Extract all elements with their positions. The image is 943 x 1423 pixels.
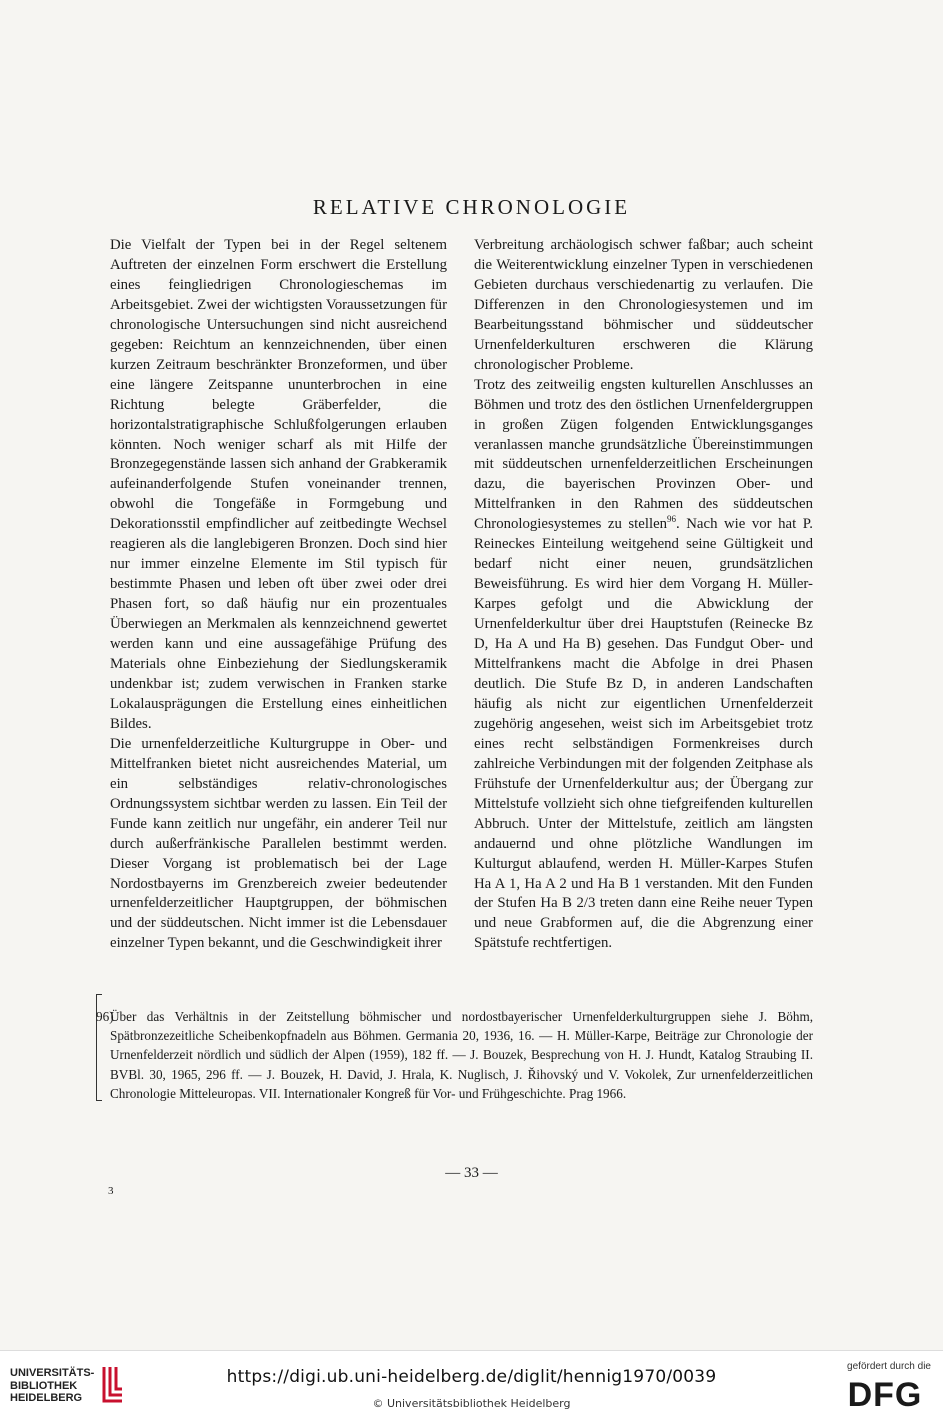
viewer-footer: [0, 1350, 943, 1423]
page-number: — 33 —: [445, 1165, 498, 1181]
library-name: UNIVERSITÄTS- BIBLIOTHEK HEIDELBERG: [10, 1367, 95, 1404]
footnote-number: 96): [96, 1009, 114, 1024]
left-paragraph-1: Die Vielfalt der Typen bei in der Regel seltenem Auftreten der einzelnen Form erschwert die Erstellung eines feingliedrigen Chronologieschemas im Arbeitsgebiet. Zwei der wichtigsten Voraussetzungen für chronologische Untersuchungen sind nicht ausreichend gegeben: Reichtum an kennzeichnenden, über einen kurzen Zeitraum beschränkter Bronzeformen, und über eine längere Zeitspanne ununterbrochen in eine Richtung belegte Gräberfelder, die horizontalstratigraphische Schlußfolgerungen erlauben könnten. Noch weniger scharf als mit Hilfe der Bronzegegenstände lassen sich anhand der Grabkeramik aufeinanderfolgende Stufen voneinander trennen, obwohl die Tongefäße in Formgebung und Dekorationsstil empfindlicher auf zeitbedingte Wechsel reagieren als die langlebigeren Bronzen. Doch sind hier nur immer einzelne Elemente im Stil typisch für bestimmte Phasen und leben oft über zwei oder drei Phasen fort, so daß häufig nur ein prozentuales Überwiegen an Merkmalen als kennzeichnend gewertet werden kann und eine aussagefähige Prüfung des Materials ohne Einbeziehung der Siedlungskeramik undenkbar ist; zudem verwischen in Franken starke Lokalausprägungen die Erstellung eines einheitlichen Bildes.: [110, 237, 447, 732]
right-paragraph-2-start: Trotz des zeitweilig engsten kulturellen Anschlusses an Böhmen und trotz des den östlichen Urnenfeldergruppen in großen Zügen folgenden Entwicklungsganges veranlassen manche grundsätzliche Übereinstimmungen mit süddeutschen urnenfelderzeitlichen Erscheinungen dazu, die bayerischen Provinzen Ober- und Mittelfranken in den Rahmen des süddeutschen Chronologiesystemes zu stellen: [474, 376, 813, 533]
footnote-text: Über das Verhältnis in der Zeitstellung böhmischer und nordostbayerischer Urnenfelderkulturgruppen siehe J. Böhm, Spätbronzezeitliche Scheibenkopfnadeln aus Böhmen. Germania 20, 1936, 16. — H. Müller-Karpe, Beiträge zur Chronologie der Urnenfelderzeit nördlich und südlich der Alpen (1959), 182 ff. — J. Bouzek, Besprechung von H. J. Hundt, Katalog Straubing II. BVBl. 30, 1965, 296 ff. — J. Bouzek, H. David, J. Hrala, K. Nuglisch, J. Řihovský und V. Vokolek, Zur urnenfelderzeitlichen Chronologie Mitteleuropas. VII. Internationaler Kongreß für Vor- und Frühgeschichte. Prag 1966.: [110, 1009, 813, 1101]
funded-by-label: gefördert durch die: [847, 1361, 931, 1372]
permalink-url[interactable]: https://digi.ub.uni-heidelberg.de/diglit/hennig1970/0039: [226, 1367, 717, 1387]
copyright-notice: © Universitätsbibliothek Heidelberg: [372, 1397, 571, 1410]
dfg-logo-text: DFG: [847, 1376, 923, 1411]
footnote: [96, 1007, 813, 1103]
dfg-logo-icon[interactable]: [841, 1375, 929, 1411]
left-paragraph-2: Die urnenfelderzeitliche Kulturgruppe in Ober- und Mittelfranken bietet nicht ausreichendes Material, um ein selbständiges relativ-chronologisches Ordnungssystem sichtbar werden zu lassen. Ein Teil der Funde kann zeitlich nur ungefähr, ein anderer Teil nur durch außerfränkische Parallelen bestimmt werden. Dieser Vorgang ist problematisch bei der Lage Nordostbayerns im Grenzbereich zweier bedeutender urnenfelderzeitlicher Hauptgruppen, der böhmischen und der süddeutschen. Nicht immer ist die Lebensdauer einzelner Typen bekannt, und die Geschwindigkeit ihrer: [110, 735, 447, 952]
page-title: RELATIVE CHRONOLOGIE: [312, 195, 631, 219]
footnote-reference[interactable]: 96: [667, 514, 677, 525]
signature-mark: 3: [108, 1185, 114, 1197]
right-paragraph-2-end: . Nach wie vor hat P. Reineckes Einteilung weitgehend seine Gültigkeit und bedarf nicht einer neuen, grundsätzlichen Beweisführung. Es wird hier dem Vorgang H. Müller-Karpes gefolgt und die Abwicklung der Urnenfelderkultur über drei Hauptstufen (Reinecke Bz D, Ha A und Ha B) gesehen. Das Fundgut Ober- und Mittelfrankens macht die Abfolge in drei Phasen deutlich. Die Stufe Bz D, in anderen Landschaften häufig als nicht zur eigentlichen Urnenfelderzeit zugehörig angesehen, weist sich im Arbeitsgebiet trotz eines recht selbständigen Formenkreises durch zahlreiche Verbindungen mit der folgenden Zeitphase als Frühstufe der Urnenfelderkultur aus; der Übergang zur Mittelstufe vollzieht sich ohne tiefgreifenden kulturellen Abbruch. Unter der Mittelstufe, zeitlich am längsten andauernd und ohne plötzliche Wandlungen im Kulturgut ablaufend, werden H. Müller-Karpes Stufen Ha A 1, Ha A 2 und Ha B 1 verstanden. Mit den Funden der Stufen Ha B 2/3 treten dann eine Reihe neuer Typen und neue Grabformen auf, die die Abgrenzung einer Spätstufe rechtfertigen.: [474, 516, 813, 952]
right-column: [474, 236, 813, 954]
right-paragraph-1: Verbreitung archäologisch schwer faßbar; auch scheint die Weiterentwicklung einzelner Typen in verschiedenen Gebieten durchaus verschiedenartig zu verlaufen. Die Differenzen in den Chronologiesystemen und im Bearbeitungsstand böhmischer und süddeutscher Urnenfelderkulturen erschweren die Klärung chronologischer Probleme.: [474, 237, 813, 373]
right-paragraph-2: [474, 376, 813, 955]
left-column: [110, 236, 447, 954]
